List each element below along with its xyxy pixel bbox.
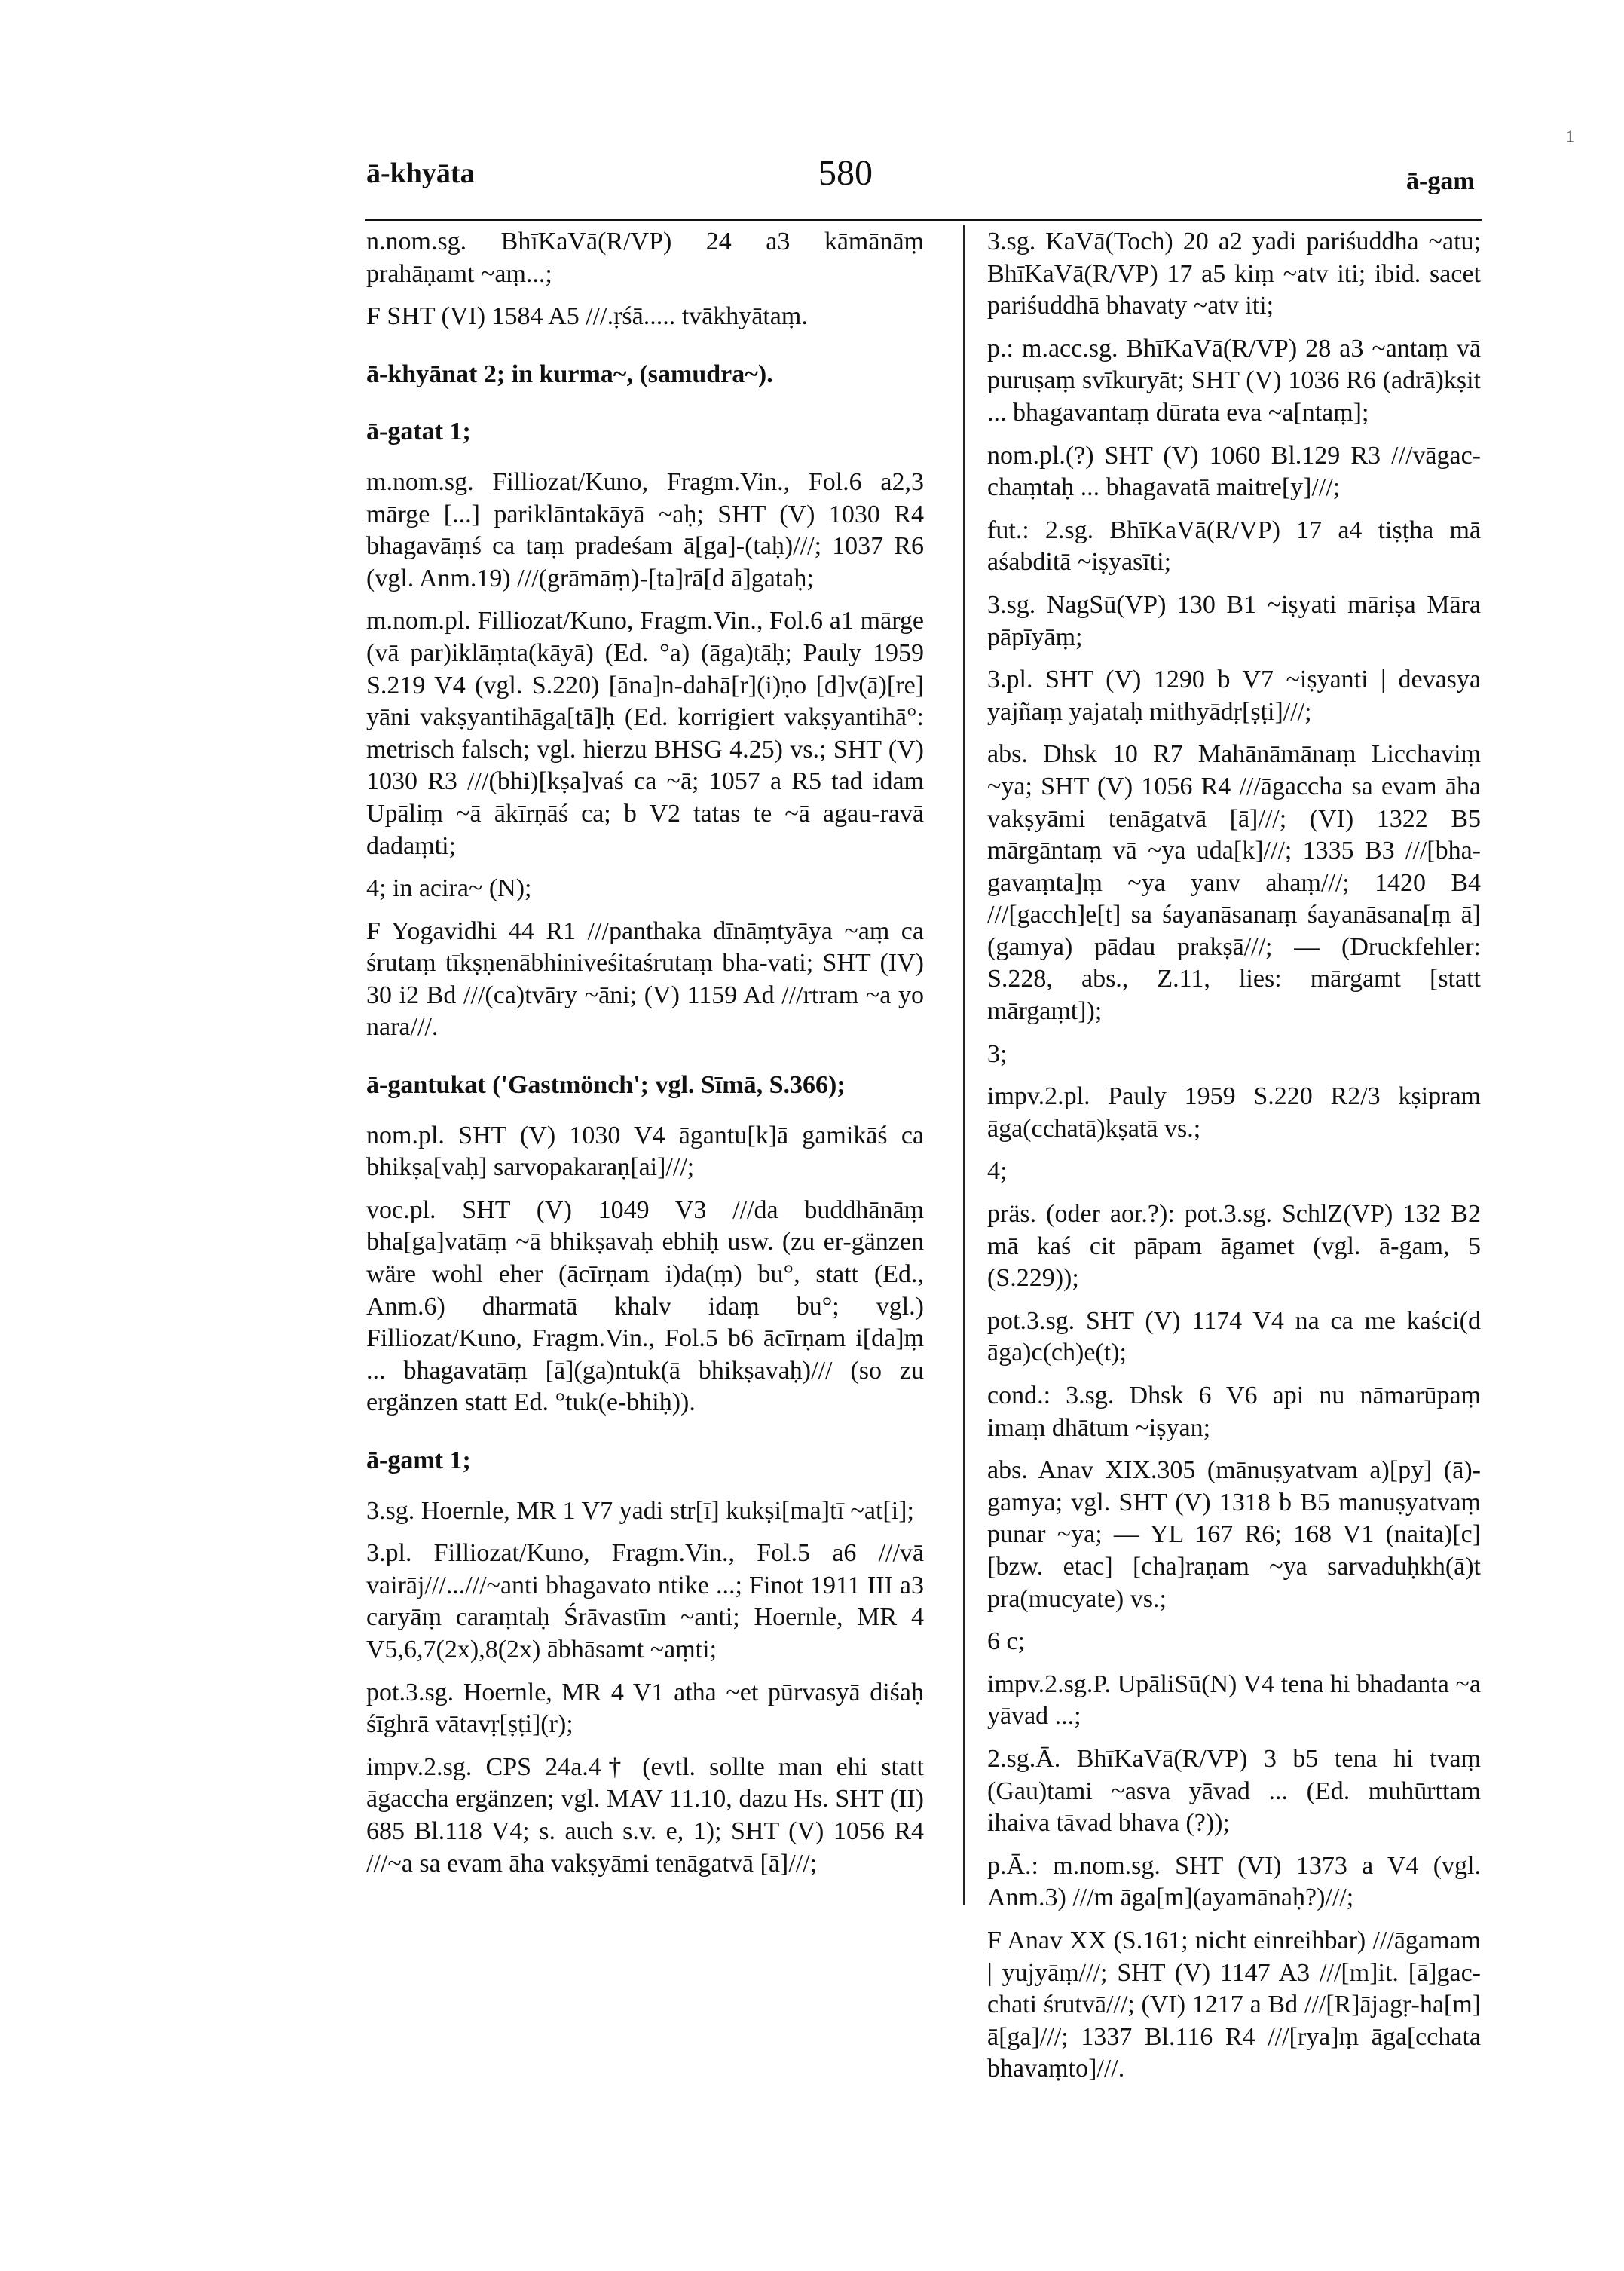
dictionary-entry: 3.pl. SHT (V) 1290 b V7 ~iṣyanti | devasya yajñaṃ yajataḥ mithyādṛ[ṣṭi]///; xyxy=(987,666,1481,726)
page-number: 580 xyxy=(818,153,873,193)
dictionary-entry: F Anav XX (S.161; nicht einreihbar) ///āgamam | yujyāṃ///; SHT (V) 1147 A3 ///[m]it. [ā]gac-chati śrutvā///; (VI) 1217 a Bd ///[R]ājagṛ-ha[m] ā[ga]///; 1337 Bl.116 R4 ///[rya]ṃ āga[cchata bhavaṃto]///. xyxy=(987,1926,1481,2083)
dictionary-entry: F Yogavidhi 44 R1 ///panthaka dīnāṃtyāya ~aṃ ca śrutaṃ tīkṣṇenābhiniveśitaśrutaṃ bha-vati; SHT (IV) 30 i2 Bd ///(ca)tvāry ~āni; (V) 1159 Ad ///rtram ~a yo nara///. xyxy=(366,917,924,1042)
dictionary-entry: p.Ā.: m.nom.sg. SHT (VI) 1373 a V4 (vgl. Anm.3) ///m āga[m](ayamānaḥ?)///; xyxy=(987,1851,1481,1912)
dictionary-entry: pot.3.sg. Hoernle, MR 4 V1 atha ~et pūrvasyā diśaḥ śīghrā vātavṛ[ṣṭi](r); xyxy=(366,1678,924,1739)
right-column xyxy=(987,226,1481,2096)
dictionary-entry: pot.3.sg. SHT (V) 1174 V4 na ca me kaści(d āga)c(ch)e(t); xyxy=(987,1306,1481,1367)
dictionary-entry: präs. (oder aor.?): pot.3.sg. SchlZ(VP) 132 B2 mā kaś cit pāpam āgamet (vgl. ā-gam, 5 (S.229)); xyxy=(987,1200,1481,1293)
dictionary-entry: 4; in acira~ (N); xyxy=(366,874,532,903)
dictionary-entry: fut.: 2.sg. BhīKaVā(R/VP) 17 a4 tiṣṭha mā aśabditā ~iṣyasīti; xyxy=(987,516,1481,577)
dictionary-entry: nom.pl. SHT (V) 1030 V4 āgantu[k]ā gamikāś ca bhikṣa[vaḥ] sarvopakaraṇ[ai]///; xyxy=(366,1121,924,1182)
dictionary-entry: 3; xyxy=(987,1039,1008,1068)
dictionary-entry: impv.2.sg.P. UpāliSū(N) V4 tena hi bhadanta ~a yāvad ...; xyxy=(987,1670,1481,1731)
margin-mark: 1 xyxy=(1566,127,1574,145)
header-rule xyxy=(365,219,1482,221)
column-divider xyxy=(963,225,965,1905)
dictionary-entry: m.nom.sg. Filliozat/Kuno, Fragm.Vin., Fol.6 a2,3 mārge [...] pariklāntakāyā ~aḥ; SHT (V) 1030 R4 bhagavāṃś ca taṃ pradeśam ā[ga]-(taḥ)///; 1037 R6 (vgl. Anm.19) ///(grāmāṃ)-[ta]rā[d ā]gataḥ; xyxy=(366,467,924,592)
dictionary-entry: 3.sg. Hoernle, MR 1 V7 yadi str[ī] kukṣi[ma]tī ~at[i]; xyxy=(366,1496,914,1525)
dictionary-entry: abs. Dhsk 10 R7 Mahānāmānaṃ Licchaviṃ ~ya; SHT (V) 1056 R4 ///āgaccha sa evam āha vakṣyāmi tenāgatvā [ā]///; (VI) 1322 B5 mārgāntaṃ vā ~ya uda[k]///; 1335 B3 ///[bha-gavaṃta]ṃ ~ya yanv ahaṃ///; 1420 B4 ///[gacch]e[t] sa śayanāsanaṃ śayanāsana[ṃ ā](gamya) pādau prakṣā///; — (Druckfehler: S.228, abs., Z.11, lies: mārgamt [statt mārgaṃt]); xyxy=(987,740,1481,1026)
lemma-heading: ā-gantukat ('Gastmönch'; vgl. Sīmā, S.366); xyxy=(366,1071,846,1100)
lemma-heading: ā-gatat 1; xyxy=(366,418,471,446)
dictionary-entry: 3.sg. KaVā(Toch) 20 a2 yadi pariśuddha ~atu; BhīKaVā(R/VP) 17 a5 kiṃ ~atv iti; ibid. sacet pariśuddhā bhavaty ~atv iti; xyxy=(987,228,1481,320)
dictionary-entry: 2.sg.Ā. BhīKaVā(R/VP) 3 b5 tena hi tvaṃ (Gau)tami ~asva yāvad ... (Ed. muhūrttam ihaiva tāvad bhava (?)); xyxy=(987,1744,1481,1838)
dictionary-entry: n.nom.sg. BhīKaVā(R/VP) 24 a3 kāmānāṃ prahāṇamt ~aṃ...; xyxy=(366,228,924,288)
dictionary-entry: impv.2.pl. Pauly 1959 S.220 R2/3 kṣipram āga(cchatā)kṣatā vs.; xyxy=(987,1082,1481,1143)
dictionary-entry: 6 c; xyxy=(987,1627,1026,1656)
dictionary-entry: voc.pl. SHT (V) 1049 V3 ///da buddhānāṃ bha[ga]vatāṃ ~ā bhikṣavaḥ ebhiḥ usw. (zu er-gänzen wäre wohl eher (ācīrṇam i)da(ṃ) bu°, statt (Ed., Anm.6) dharmatā khalv idaṃ bu°; vgl.) Filliozat/Kuno, Fragm.Vin., Fol.5 b6 ācīrṇam i[da]ṃ ... bhagavatāṃ [ā](ga)ntuk(ā bhikṣavaḥ)/// (so zu ergänzen statt Ed. °tuk(e-bhiḥ)). xyxy=(366,1195,924,1417)
dictionary-entry: 4; xyxy=(987,1157,1008,1186)
dictionary-entry: 3.sg. NagSū(VP) 130 B1 ~iṣyati māriṣa Māra pāpīyāṃ; xyxy=(987,590,1481,651)
dictionary-entry: p.: m.acc.sg. BhīKaVā(R/VP) 28 a3 ~antaṃ vā puruṣaṃ svīkuryāt; SHT (V) 1036 R6 (adrā)kṣit ... bhagavantaṃ dūrata eva ~a[ntaṃ]; xyxy=(987,334,1481,427)
running-head-left: ā-khyāta xyxy=(366,158,475,189)
dictionary-entry: nom.pl.(?) SHT (V) 1060 Bl.129 R3 ///vāgac-chaṃtaḥ ... bhagavatā maitre[y]///; xyxy=(987,441,1481,502)
dictionary-entry: impv.2.sg. CPS 24a.4† (evtl. sollte man ehi statt āgaccha ergänzen; vgl. MAV 11.10, dazu Hs. SHT (II) 685 Bl.118 V4; s. auch s.v. e, 1); SHT (V) 1056 R4 ///~a sa evam āha vakṣyāmi tenāgatvā [ā]///; xyxy=(366,1752,924,1878)
left-column xyxy=(366,226,924,1890)
dictionary-entry: F SHT (VI) 1584 A5 ///.ṛśā..... tvākhyātaṃ. xyxy=(366,302,808,331)
dictionary-entry: 3.pl. Filliozat/Kuno, Fragm.Vin., Fol.5 a6 ///vā vairāj///...///~anti bhagavato ntike ...; Finot 1911 III a3 caryāṃ caraṃtaḥ Śrāvastīm ~anti; Hoernle, MR 4 V5,6,7(2x),8(2x) ābhāsamt ~aṃti; xyxy=(366,1539,924,1663)
running-head-right: ā-gam xyxy=(1406,167,1475,195)
dictionary-entry: abs. Anav XIX.305 (mānuṣyatvam a)[py] (ā)-gamya; vgl. SHT (V) 1318 b B5 manuṣyatvaṃ punar ~ya; — YL 167 R6; 168 V1 (naita)[c] [bzw. etac] [cha]raṇam ~ya sarvaduḥkh(ā)t pra(mucyate) vs.; xyxy=(987,1456,1481,1613)
lemma-heading: ā-khyānat 2; in kurma~, (samudra~). xyxy=(366,360,773,388)
dictionary-entry: m.nom.pl. Filliozat/Kuno, Fragm.Vin., Fol.6 a1 mārge (vā par)iklāṃta(kāyā) (Ed. °a) (āga)tāḥ; Pauly 1959 S.219 V4 (vgl. S.220) [āna]n-dahā[r](i)ṇo [d]v(ā)[re] yāni vakṣyantihāga[tā]ḥ (Ed. korrigiert vakṣyantihā°: metrisch falsch; vgl. hierzu BHSG 4.25) vs.; SHT (V) 1030 R3 ///(bhi)[kṣa]vaś ca ~ā; 1057 a R5 tad idam Upāliṃ ~ā ākīrṇāś ca; b V2 tatas te ~ā agau-ravā dadaṃti; xyxy=(366,607,924,860)
lemma-heading: ā-gamt 1; xyxy=(366,1446,471,1474)
dictionary-entry: cond.: 3.sg. Dhsk 6 V6 api nu nāmarūpaṃ imaṃ dhātum ~iṣyan; xyxy=(987,1382,1481,1442)
